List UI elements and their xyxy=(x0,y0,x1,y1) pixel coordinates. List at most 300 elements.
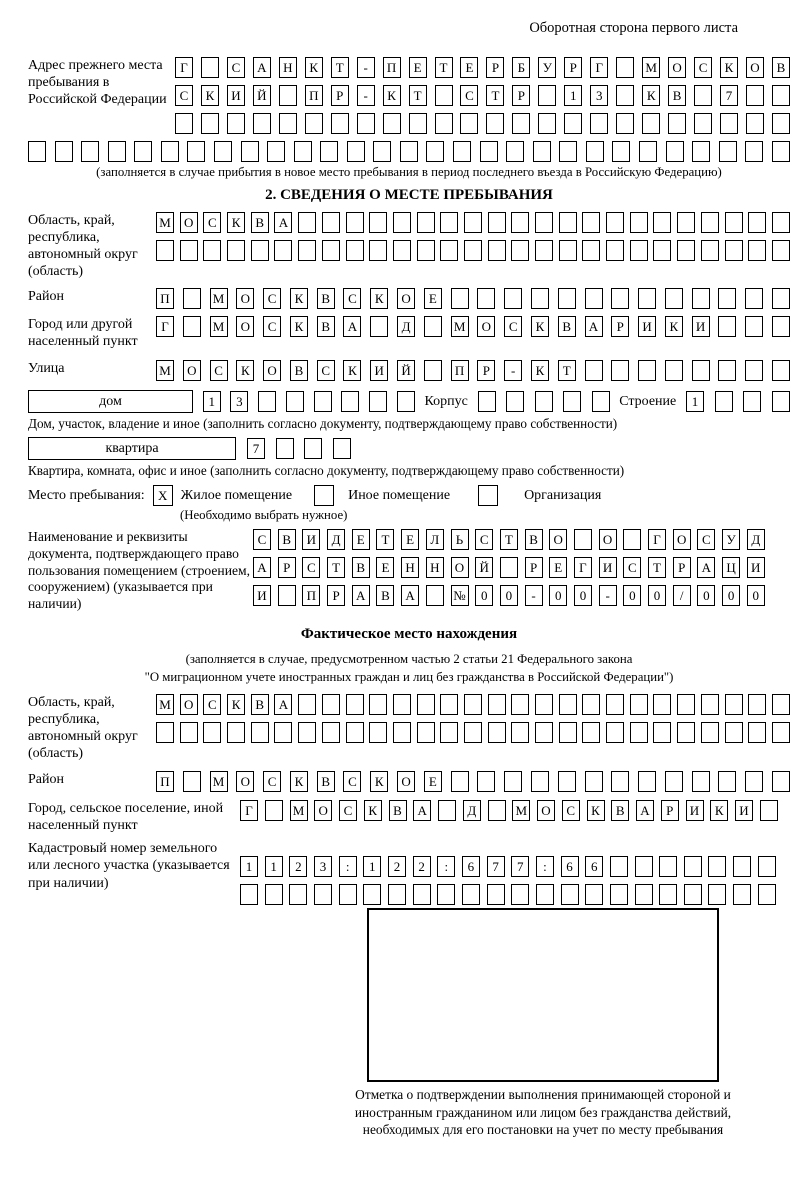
char-cell[interactable] xyxy=(582,240,600,261)
char-cell[interactable] xyxy=(488,240,506,261)
char-cell[interactable]: Т xyxy=(558,360,576,381)
char-cell[interactable]: О xyxy=(236,771,254,792)
char-cell[interactable]: В xyxy=(376,585,394,606)
char-cell[interactable]: 0 xyxy=(623,585,641,606)
char-cell[interactable] xyxy=(346,722,364,743)
checkbox-zhiloe[interactable]: X xyxy=(153,485,173,506)
char-cell[interactable] xyxy=(180,240,198,261)
char-cell[interactable] xyxy=(451,288,469,309)
char-cell[interactable]: К xyxy=(710,800,728,821)
char-cell[interactable]: К xyxy=(531,316,549,337)
char-cell[interactable]: М xyxy=(156,694,174,715)
char-cell[interactable]: 2 xyxy=(388,856,406,877)
char-cell[interactable] xyxy=(55,141,73,162)
char-cell[interactable]: Е xyxy=(409,57,427,78)
char-cell[interactable]: 0 xyxy=(648,585,666,606)
char-cell[interactable]: Р xyxy=(477,360,495,381)
char-cell[interactable] xyxy=(665,360,683,381)
char-cell[interactable] xyxy=(373,141,391,162)
char-cell[interactable]: К xyxy=(383,85,401,106)
char-cell[interactable] xyxy=(278,585,296,606)
char-cell[interactable]: Н xyxy=(279,57,297,78)
char-cell[interactable] xyxy=(511,212,529,233)
char-cell[interactable]: И xyxy=(638,316,656,337)
char-cell[interactable]: 0 xyxy=(747,585,765,606)
char-cell[interactable]: В xyxy=(290,360,308,381)
char-cell[interactable] xyxy=(369,391,387,412)
char-cell[interactable]: - xyxy=(357,85,375,106)
char-cell[interactable] xyxy=(81,141,99,162)
char-cell[interactable]: 1 xyxy=(203,391,221,412)
char-cell[interactable]: : xyxy=(536,856,554,877)
char-cell[interactable]: 7 xyxy=(247,438,265,459)
char-cell[interactable]: Й xyxy=(397,360,415,381)
char-cell[interactable]: Е xyxy=(424,288,442,309)
char-cell[interactable] xyxy=(274,240,292,261)
char-cell[interactable] xyxy=(720,113,738,134)
char-cell[interactable]: С xyxy=(623,557,641,578)
char-cell[interactable]: 3 xyxy=(590,85,608,106)
char-cell[interactable]: Т xyxy=(486,85,504,106)
char-cell[interactable]: С xyxy=(562,800,580,821)
char-cell[interactable] xyxy=(320,141,338,162)
char-cell[interactable] xyxy=(357,113,375,134)
char-cell[interactable] xyxy=(298,694,316,715)
char-cell[interactable]: С xyxy=(343,771,361,792)
char-cell[interactable] xyxy=(635,856,653,877)
char-cell[interactable] xyxy=(559,694,577,715)
char-cell[interactable]: Г xyxy=(648,529,666,550)
char-cell[interactable]: Е xyxy=(352,529,370,550)
char-cell[interactable] xyxy=(289,884,307,905)
char-cell[interactable]: О xyxy=(746,57,764,78)
char-cell[interactable]: Е xyxy=(376,557,394,578)
char-cell[interactable] xyxy=(692,771,710,792)
char-cell[interactable] xyxy=(531,771,549,792)
char-cell[interactable] xyxy=(558,771,576,792)
char-cell[interactable] xyxy=(684,884,702,905)
char-cell[interactable] xyxy=(701,694,719,715)
char-cell[interactable] xyxy=(393,722,411,743)
char-cell[interactable] xyxy=(417,212,435,233)
char-cell[interactable]: С xyxy=(317,360,335,381)
char-cell[interactable]: 6 xyxy=(561,856,579,877)
char-cell[interactable] xyxy=(369,212,387,233)
char-cell[interactable] xyxy=(559,722,577,743)
char-cell[interactable] xyxy=(440,694,458,715)
char-cell[interactable] xyxy=(413,884,431,905)
char-cell[interactable] xyxy=(653,694,671,715)
char-cell[interactable] xyxy=(677,694,695,715)
char-cell[interactable]: В xyxy=(558,316,576,337)
char-cell[interactable] xyxy=(533,141,551,162)
char-cell[interactable] xyxy=(612,141,630,162)
char-cell[interactable]: И xyxy=(735,800,753,821)
char-cell[interactable] xyxy=(748,240,766,261)
char-cell[interactable]: К xyxy=(587,800,605,821)
char-cell[interactable]: С xyxy=(339,800,357,821)
char-cell[interactable]: А xyxy=(253,557,271,578)
char-cell[interactable] xyxy=(440,212,458,233)
char-cell[interactable]: Е xyxy=(549,557,567,578)
char-cell[interactable] xyxy=(772,316,790,337)
char-cell[interactable] xyxy=(725,212,743,233)
char-cell[interactable] xyxy=(585,360,603,381)
char-cell[interactable]: О xyxy=(537,800,555,821)
char-cell[interactable] xyxy=(772,85,790,106)
char-cell[interactable]: Р xyxy=(525,557,543,578)
char-cell[interactable] xyxy=(708,856,726,877)
char-cell[interactable]: Г xyxy=(590,57,608,78)
char-cell[interactable] xyxy=(486,113,504,134)
char-cell[interactable]: Р xyxy=(661,800,679,821)
char-cell[interactable]: К xyxy=(531,360,549,381)
char-cell[interactable] xyxy=(417,694,435,715)
char-cell[interactable] xyxy=(638,360,656,381)
char-cell[interactable]: О xyxy=(397,771,415,792)
char-cell[interactable] xyxy=(582,722,600,743)
char-cell[interactable]: С xyxy=(263,288,281,309)
char-cell[interactable] xyxy=(156,240,174,261)
char-cell[interactable] xyxy=(477,771,495,792)
char-cell[interactable]: М xyxy=(210,771,228,792)
char-cell[interactable] xyxy=(745,771,763,792)
char-cell[interactable] xyxy=(227,722,245,743)
char-cell[interactable]: Т xyxy=(409,85,427,106)
char-cell[interactable] xyxy=(745,360,763,381)
char-cell[interactable]: К xyxy=(364,800,382,821)
char-cell[interactable] xyxy=(393,694,411,715)
char-cell[interactable]: Р xyxy=(512,85,530,106)
char-cell[interactable]: И xyxy=(599,557,617,578)
char-cell[interactable] xyxy=(201,113,219,134)
char-cell[interactable] xyxy=(369,722,387,743)
char-cell[interactable] xyxy=(725,240,743,261)
char-cell[interactable] xyxy=(772,771,790,792)
char-cell[interactable] xyxy=(183,316,201,337)
char-cell[interactable]: К xyxy=(720,57,738,78)
char-cell[interactable] xyxy=(772,141,790,162)
char-cell[interactable]: М xyxy=(156,212,174,233)
char-cell[interactable] xyxy=(265,800,283,821)
char-cell[interactable] xyxy=(725,694,743,715)
char-cell[interactable] xyxy=(535,240,553,261)
char-cell[interactable] xyxy=(746,85,764,106)
char-cell[interactable]: Г xyxy=(574,557,592,578)
char-cell[interactable] xyxy=(453,141,471,162)
char-cell[interactable]: Ц xyxy=(722,557,740,578)
char-cell[interactable] xyxy=(772,288,790,309)
char-cell[interactable] xyxy=(630,212,648,233)
char-cell[interactable] xyxy=(642,113,660,134)
char-cell[interactable] xyxy=(616,57,634,78)
char-cell[interactable] xyxy=(305,113,323,134)
char-cell[interactable]: О xyxy=(668,57,686,78)
char-cell[interactable] xyxy=(437,884,455,905)
char-cell[interactable]: 0 xyxy=(574,585,592,606)
char-cell[interactable] xyxy=(606,722,624,743)
char-cell[interactable]: С xyxy=(460,85,478,106)
char-cell[interactable]: Е xyxy=(460,57,478,78)
char-cell[interactable] xyxy=(725,722,743,743)
char-cell[interactable] xyxy=(393,212,411,233)
char-cell[interactable]: П xyxy=(156,771,174,792)
char-cell[interactable]: - xyxy=(525,585,543,606)
char-cell[interactable]: Г xyxy=(156,316,174,337)
char-cell[interactable]: - xyxy=(357,57,375,78)
char-cell[interactable]: Е xyxy=(401,529,419,550)
char-cell[interactable] xyxy=(298,212,316,233)
char-cell[interactable]: К xyxy=(642,85,660,106)
char-cell[interactable] xyxy=(538,113,556,134)
char-cell[interactable] xyxy=(435,113,453,134)
char-cell[interactable] xyxy=(558,288,576,309)
char-cell[interactable]: С xyxy=(694,57,712,78)
char-cell[interactable]: № xyxy=(451,585,469,606)
char-cell[interactable] xyxy=(511,694,529,715)
char-cell[interactable] xyxy=(538,85,556,106)
char-cell[interactable]: О xyxy=(314,800,332,821)
char-cell[interactable]: К xyxy=(227,694,245,715)
char-cell[interactable] xyxy=(298,240,316,261)
char-cell[interactable]: Й xyxy=(475,557,493,578)
char-cell[interactable] xyxy=(718,771,736,792)
char-cell[interactable]: В xyxy=(611,800,629,821)
char-cell[interactable] xyxy=(183,288,201,309)
char-cell[interactable] xyxy=(253,113,271,134)
char-cell[interactable]: К xyxy=(370,288,388,309)
char-cell[interactable]: О xyxy=(599,529,617,550)
char-cell[interactable] xyxy=(511,884,529,905)
char-cell[interactable]: П xyxy=(156,288,174,309)
char-cell[interactable]: С xyxy=(227,57,245,78)
char-cell[interactable] xyxy=(585,884,603,905)
char-cell[interactable]: А xyxy=(636,800,654,821)
char-cell[interactable] xyxy=(748,722,766,743)
char-cell[interactable] xyxy=(758,884,776,905)
char-cell[interactable]: А xyxy=(253,57,271,78)
char-cell[interactable] xyxy=(559,212,577,233)
char-cell[interactable] xyxy=(611,360,629,381)
char-cell[interactable] xyxy=(440,240,458,261)
char-cell[interactable] xyxy=(585,771,603,792)
char-cell[interactable]: 3 xyxy=(230,391,248,412)
char-cell[interactable] xyxy=(616,113,634,134)
char-cell[interactable] xyxy=(606,212,624,233)
char-cell[interactable]: О xyxy=(183,360,201,381)
char-cell[interactable] xyxy=(267,141,285,162)
char-cell[interactable]: 2 xyxy=(289,856,307,877)
char-cell[interactable] xyxy=(417,722,435,743)
char-cell[interactable] xyxy=(504,771,522,792)
char-cell[interactable] xyxy=(346,240,364,261)
char-cell[interactable]: Г xyxy=(175,57,193,78)
char-cell[interactable]: Р xyxy=(327,585,345,606)
char-cell[interactable] xyxy=(187,141,205,162)
char-cell[interactable]: С xyxy=(475,529,493,550)
char-cell[interactable] xyxy=(183,771,201,792)
char-cell[interactable] xyxy=(659,884,677,905)
char-cell[interactable]: С xyxy=(697,529,715,550)
char-cell[interactable]: И xyxy=(686,800,704,821)
char-cell[interactable]: А xyxy=(697,557,715,578)
char-cell[interactable] xyxy=(251,240,269,261)
char-cell[interactable]: И xyxy=(253,585,271,606)
char-cell[interactable] xyxy=(635,884,653,905)
char-cell[interactable]: М xyxy=(512,800,530,821)
char-cell[interactable]: П xyxy=(302,585,320,606)
char-cell[interactable]: - xyxy=(599,585,617,606)
char-cell[interactable] xyxy=(772,722,790,743)
char-cell[interactable]: Т xyxy=(500,529,518,550)
char-cell[interactable]: И xyxy=(692,316,710,337)
char-cell[interactable] xyxy=(616,85,634,106)
char-cell[interactable] xyxy=(694,113,712,134)
char-cell[interactable]: В xyxy=(352,557,370,578)
char-cell[interactable] xyxy=(383,113,401,134)
char-cell[interactable]: П xyxy=(305,85,323,106)
char-cell[interactable]: Т xyxy=(376,529,394,550)
char-cell[interactable] xyxy=(28,141,46,162)
char-cell[interactable] xyxy=(630,240,648,261)
char-cell[interactable] xyxy=(409,113,427,134)
char-cell[interactable] xyxy=(746,113,764,134)
char-cell[interactable]: О xyxy=(180,694,198,715)
char-cell[interactable] xyxy=(370,316,388,337)
char-cell[interactable]: А xyxy=(352,585,370,606)
char-cell[interactable] xyxy=(240,884,258,905)
char-cell[interactable] xyxy=(175,113,193,134)
char-cell[interactable]: 1 xyxy=(686,391,704,412)
char-cell[interactable]: Т xyxy=(435,57,453,78)
char-cell[interactable]: К xyxy=(665,316,683,337)
char-cell[interactable] xyxy=(574,529,592,550)
char-cell[interactable] xyxy=(535,212,553,233)
char-cell[interactable]: Н xyxy=(426,557,444,578)
char-cell[interactable]: Д xyxy=(463,800,481,821)
char-cell[interactable]: : xyxy=(339,856,357,877)
char-cell[interactable] xyxy=(488,212,506,233)
char-cell[interactable] xyxy=(639,141,657,162)
char-cell[interactable]: В xyxy=(278,529,296,550)
char-cell[interactable]: Т xyxy=(331,57,349,78)
char-cell[interactable] xyxy=(701,240,719,261)
char-cell[interactable] xyxy=(630,694,648,715)
char-cell[interactable] xyxy=(346,212,364,233)
char-cell[interactable]: К xyxy=(370,771,388,792)
char-cell[interactable]: К xyxy=(290,288,308,309)
char-cell[interactable] xyxy=(745,288,763,309)
char-cell[interactable] xyxy=(464,722,482,743)
char-cell[interactable]: Е xyxy=(424,771,442,792)
char-cell[interactable]: 7 xyxy=(720,85,738,106)
char-cell[interactable]: 1 xyxy=(363,856,381,877)
char-cell[interactable] xyxy=(462,884,480,905)
char-cell[interactable] xyxy=(512,113,530,134)
char-cell[interactable]: А xyxy=(401,585,419,606)
char-cell[interactable]: У xyxy=(538,57,556,78)
char-cell[interactable]: Д xyxy=(397,316,415,337)
char-cell[interactable] xyxy=(201,57,219,78)
char-cell[interactable] xyxy=(369,240,387,261)
char-cell[interactable]: Р xyxy=(486,57,504,78)
char-cell[interactable] xyxy=(265,884,283,905)
char-cell[interactable] xyxy=(708,884,726,905)
char-cell[interactable] xyxy=(203,240,221,261)
char-cell[interactable] xyxy=(582,212,600,233)
char-cell[interactable] xyxy=(134,141,152,162)
char-cell[interactable] xyxy=(718,360,736,381)
char-cell[interactable] xyxy=(388,884,406,905)
char-cell[interactable] xyxy=(653,722,671,743)
char-cell[interactable] xyxy=(772,391,790,412)
char-cell[interactable] xyxy=(314,391,332,412)
char-cell[interactable] xyxy=(511,240,529,261)
char-cell[interactable]: 0 xyxy=(549,585,567,606)
checkbox-organizaciya[interactable] xyxy=(478,485,498,506)
char-cell[interactable]: А xyxy=(274,694,292,715)
char-cell[interactable] xyxy=(748,212,766,233)
char-cell[interactable] xyxy=(341,391,359,412)
char-cell[interactable] xyxy=(677,240,695,261)
char-cell[interactable]: 7 xyxy=(511,856,529,877)
char-cell[interactable] xyxy=(298,722,316,743)
char-cell[interactable] xyxy=(511,722,529,743)
char-cell[interactable] xyxy=(322,694,340,715)
char-cell[interactable]: 6 xyxy=(462,856,480,877)
char-cell[interactable] xyxy=(692,288,710,309)
char-cell[interactable] xyxy=(286,391,304,412)
char-cell[interactable] xyxy=(561,884,579,905)
char-cell[interactable] xyxy=(745,316,763,337)
char-cell[interactable]: 0 xyxy=(500,585,518,606)
char-cell[interactable] xyxy=(611,771,629,792)
char-cell[interactable] xyxy=(108,141,126,162)
char-cell[interactable]: С xyxy=(253,529,271,550)
char-cell[interactable] xyxy=(424,360,442,381)
char-cell[interactable]: И xyxy=(747,557,765,578)
char-cell[interactable] xyxy=(480,141,498,162)
char-cell[interactable]: М xyxy=(642,57,660,78)
char-cell[interactable] xyxy=(347,141,365,162)
char-cell[interactable] xyxy=(701,212,719,233)
char-cell[interactable]: О xyxy=(180,212,198,233)
char-cell[interactable]: 3 xyxy=(314,856,332,877)
char-cell[interactable] xyxy=(426,585,444,606)
char-cell[interactable] xyxy=(610,884,628,905)
char-cell[interactable]: С xyxy=(210,360,228,381)
char-cell[interactable] xyxy=(424,316,442,337)
char-cell[interactable] xyxy=(393,240,411,261)
char-cell[interactable] xyxy=(322,722,340,743)
char-cell[interactable] xyxy=(718,316,736,337)
char-cell[interactable]: Р xyxy=(331,85,349,106)
char-cell[interactable] xyxy=(665,288,683,309)
char-cell[interactable]: М xyxy=(210,288,228,309)
char-cell[interactable]: М xyxy=(210,316,228,337)
char-cell[interactable] xyxy=(772,694,790,715)
char-cell[interactable]: Р xyxy=(611,316,629,337)
char-cell[interactable] xyxy=(719,141,737,162)
char-cell[interactable] xyxy=(161,141,179,162)
char-cell[interactable] xyxy=(772,360,790,381)
char-cell[interactable] xyxy=(506,391,524,412)
char-cell[interactable]: В xyxy=(525,529,543,550)
char-cell[interactable] xyxy=(592,391,610,412)
char-cell[interactable]: 1 xyxy=(564,85,582,106)
char-cell[interactable] xyxy=(227,113,245,134)
checkbox-inoe[interactable] xyxy=(314,485,334,506)
